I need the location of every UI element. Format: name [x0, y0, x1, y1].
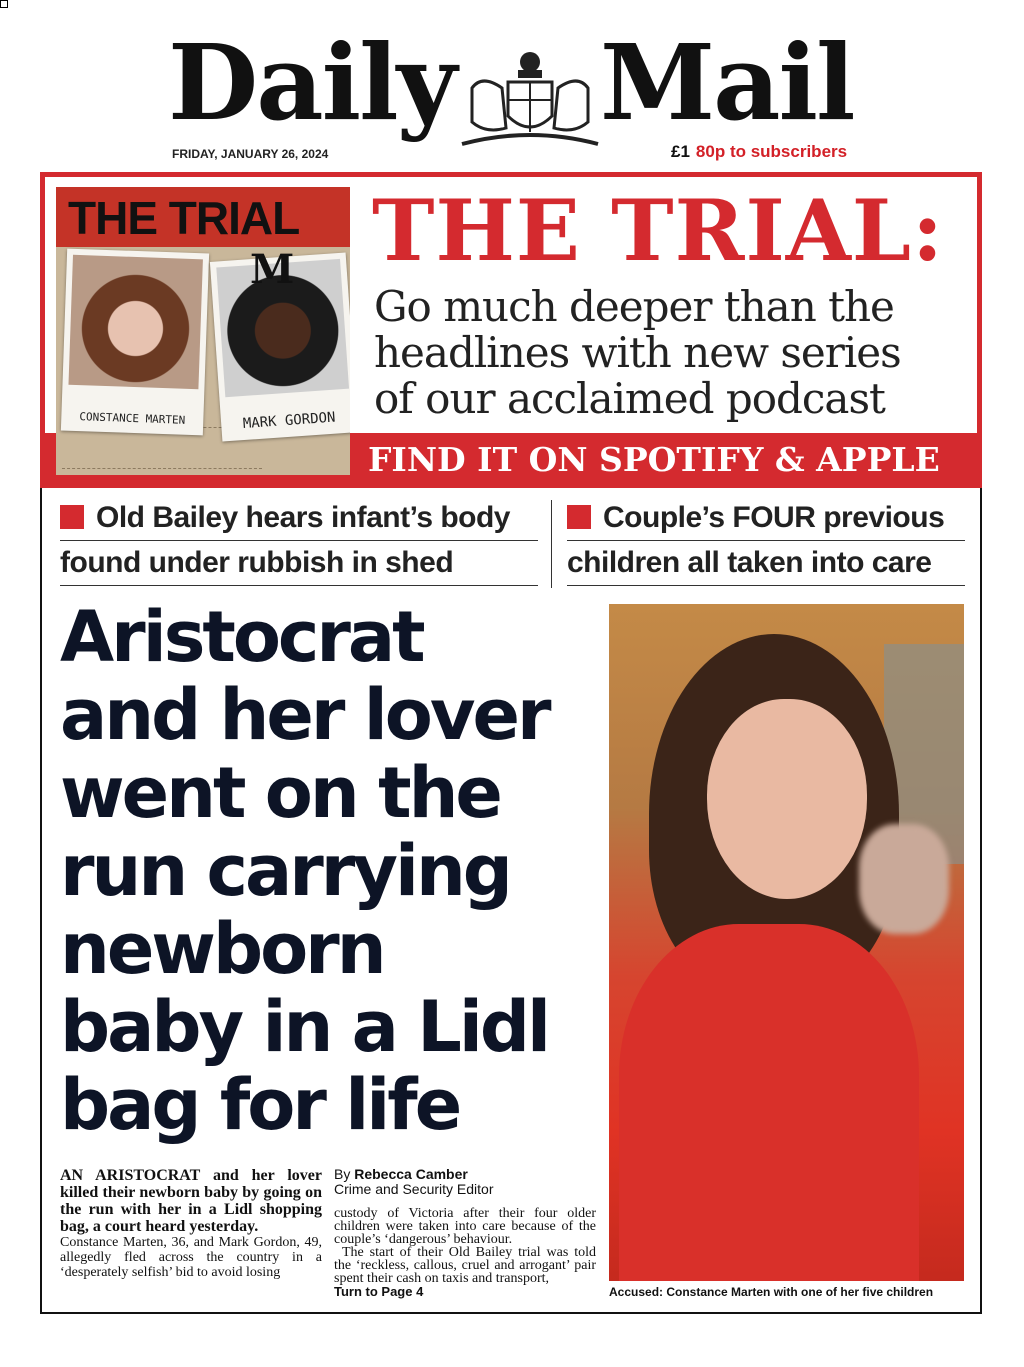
byline [334, 1167, 494, 1197]
headline-line: Aristocrat [60, 596, 423, 678]
portrait-photo [68, 255, 202, 389]
pixelated-child [859, 824, 949, 934]
price-subscribers: 80p to subscribers [695, 142, 848, 161]
masthead-daily: Daily [168, 21, 456, 144]
promo-subhead [374, 284, 901, 422]
red-square-icon [567, 505, 591, 529]
article-lead: AN ARISTOCRAT and her lover killed their newborn baby by going on the run with her in a Lidl shopping bag, a court heard yesterday. [60, 1167, 322, 1235]
byline-name: Rebecca Camber [354, 1166, 468, 1182]
royal-coat-of-arms-icon [452, 48, 608, 156]
polaroid-caption: MARK GORDON [242, 409, 336, 433]
dateline: FRIDAY, JANUARY 26, 2024 [172, 147, 329, 161]
promo-subhead-line: of our acclaimed podcast [374, 374, 885, 423]
article-column-2 [334, 1207, 596, 1285]
headline-line: newborn [60, 908, 384, 990]
promo-subhead-line: headlines with new series [374, 328, 901, 377]
article-body: Constance Marten, 36, and Mark Gordon, 49, allegedly fled across the country in a ‘desperately selfish’ bid to avoid losing [60, 1235, 322, 1280]
headline-line: run carrying [60, 830, 510, 912]
price-cover: £1 [671, 142, 690, 161]
headline-line: and her lover [60, 674, 549, 756]
promo-subhead-line: Go much deeper than the [374, 282, 894, 331]
byline-role: Crime and Security Editor [334, 1181, 494, 1197]
byline-prefix: By [334, 1166, 351, 1182]
bullet-line: children all taken into care [567, 541, 965, 586]
article-paragraph: The start of their Old Bailey trial was told the ‘reckless, callous, cruel and arrogant’ pair spent their cash on taxis and transport, [334, 1245, 596, 1286]
bullet-line: found under rubbish in shed [60, 541, 538, 586]
turn-to-page-link[interactable]: Turn to Page 4 [334, 1284, 424, 1299]
masthead-mail: Mail [600, 21, 854, 144]
bullet-four-children [567, 496, 965, 586]
photo-face [707, 699, 867, 899]
bullet-line: Old Bailey hears infant’s body [60, 496, 538, 541]
bullet-old-bailey [60, 496, 538, 586]
red-square-icon [60, 505, 84, 529]
promo-artwork [56, 187, 350, 475]
cover-price [671, 142, 847, 162]
masthead [0, 20, 1024, 148]
headline-line: bag for life [60, 1064, 460, 1146]
headline-line: went on the [60, 752, 500, 834]
article-column-1 [60, 1167, 322, 1280]
promo-headline: THE TRIAL: [372, 181, 944, 280]
main-headline [60, 598, 600, 1144]
headline-line: baby in a Lidl [60, 986, 548, 1068]
corner-mark [0, 0, 8, 8]
polaroid-constance [61, 249, 209, 436]
lead-photo [609, 604, 964, 1281]
bullet-line: Couple’s FOUR previous [567, 496, 965, 541]
promo-cta-link[interactable]: FIND IT ON SPOTIFY & APPLE [368, 440, 940, 479]
mail-m-logo: M [250, 246, 295, 293]
art-title: THE TRIAL [68, 192, 300, 244]
article-paragraph: custody of Victoria after their four older children were taken into care because of the couple’s ‘dangerous’ behaviour. [334, 1206, 596, 1247]
photo-red-dress [619, 924, 919, 1281]
photo-caption: Accused: Constance Marten with one of her five children [609, 1285, 934, 1299]
column-divider [551, 500, 552, 588]
polaroid-caption: CONSTANCE MARTEN [79, 410, 186, 427]
